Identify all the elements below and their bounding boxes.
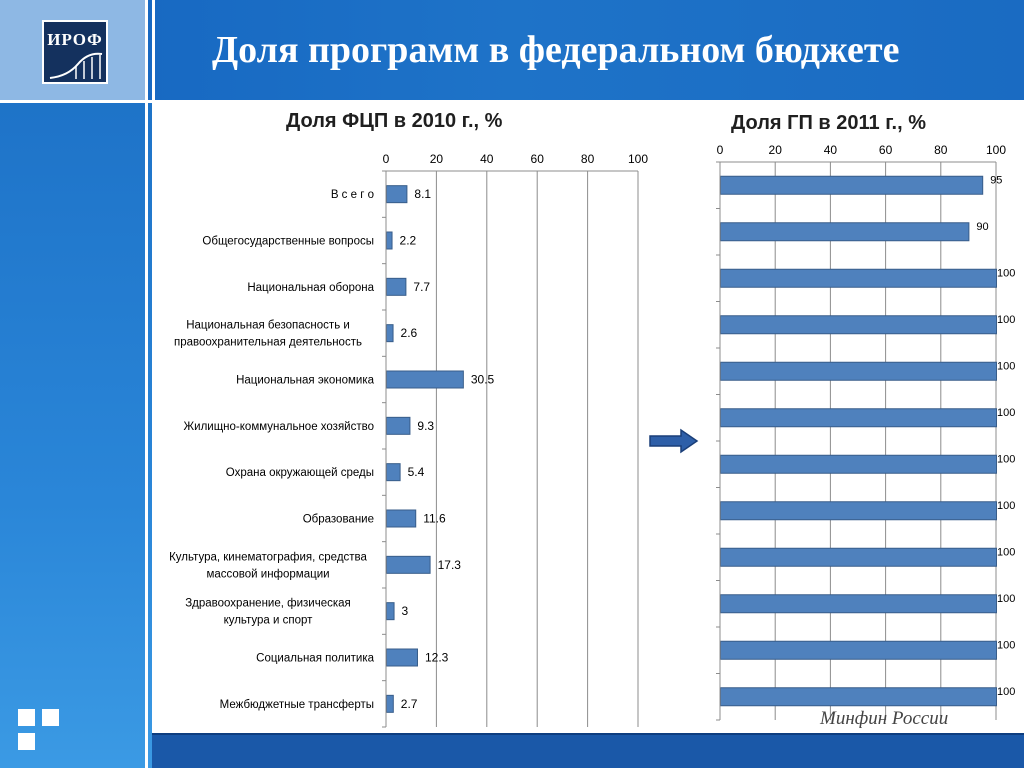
category-label: Социальная политика (256, 652, 374, 665)
page-title: Доля программ в федеральном бюджете (212, 29, 900, 71)
x-tick-label: 60 (878, 143, 893, 157)
data-label: 100 (997, 639, 1016, 652)
x-tick-label: 40 (480, 152, 494, 166)
data-label: 100 (997, 267, 1016, 280)
data-label: 12.3 (424, 650, 449, 665)
right-arrow-icon (649, 428, 699, 454)
x-tick-label: 60 (530, 152, 544, 166)
data-label: 3 (401, 604, 409, 619)
bar (721, 502, 997, 520)
x-tick-label: 80 (934, 143, 948, 157)
x-tick-label: 100 (985, 143, 1007, 157)
bar (721, 362, 997, 380)
x-tick-label: 20 (768, 143, 782, 157)
category-label: Жилищно-коммунальное хозяйство (183, 420, 374, 433)
category-label: Национальная оборона (247, 281, 374, 294)
chart-title-left: Доля ФЦП в 2010 г., % (286, 110, 503, 132)
data-label: 100 (997, 592, 1016, 605)
category-label: Национальная экономика (236, 374, 374, 387)
data-label: 17.3 (437, 557, 461, 572)
category-label: Охрана окружающей среды (225, 467, 374, 480)
bar (721, 641, 997, 659)
source-credit: Минфин России (820, 708, 949, 729)
category-label: культура и спорт (223, 614, 313, 627)
data-label: 100 (997, 406, 1016, 419)
category-label: Культура, кинематография, средства (169, 551, 367, 564)
chart-title-right: Доля ГП в 2011 г., % (731, 112, 926, 134)
category-label: В с е г о (330, 189, 374, 202)
data-label: 11.6 (423, 511, 446, 526)
bar (721, 688, 997, 706)
data-label: 95 (990, 174, 1003, 187)
x-tick-label: 40 (823, 143, 838, 157)
category-label: Общегосударственные вопросы (202, 235, 374, 248)
x-tick-label: 0 (716, 143, 724, 157)
data-label: 2.7 (400, 696, 418, 711)
bar (721, 455, 997, 473)
logo-text: ИРОФ (47, 30, 103, 49)
data-label: 100 (997, 499, 1016, 512)
category-label: Здравоохранение, физическая (185, 597, 351, 610)
bar (721, 316, 997, 334)
category-label: массовой информации (206, 568, 330, 581)
data-label: 2.2 (399, 233, 417, 248)
bar (721, 595, 997, 613)
category-label: Межбюджетные трансферты (219, 698, 374, 711)
data-label: 5.4 (407, 465, 425, 480)
data-label: 8.1 (414, 187, 432, 202)
data-label: 100 (997, 453, 1016, 466)
x-tick-label: 80 (580, 152, 595, 166)
data-label: 100 (997, 313, 1016, 326)
data-label: 90 (976, 220, 989, 233)
bar (721, 269, 997, 287)
data-label: 30.5 (470, 372, 495, 387)
bar (721, 223, 969, 241)
data-label: 9.3 (417, 418, 435, 433)
category-label: Образование (302, 513, 374, 526)
bar (721, 409, 997, 427)
category-label: правоохранительная деятельность (174, 336, 362, 349)
data-label: 100 (997, 360, 1016, 373)
data-label: 100 (997, 546, 1016, 559)
x-tick-label: 20 (429, 152, 444, 166)
x-tick-label: 0 (382, 152, 390, 166)
category-label: Национальная безопасность и (186, 319, 350, 332)
data-label: 100 (997, 685, 1016, 698)
data-label: 7.7 (413, 279, 431, 294)
bar (721, 548, 997, 566)
bar (721, 176, 983, 194)
x-tick-label: 100 (627, 152, 649, 166)
data-label: 2.6 (400, 326, 418, 341)
